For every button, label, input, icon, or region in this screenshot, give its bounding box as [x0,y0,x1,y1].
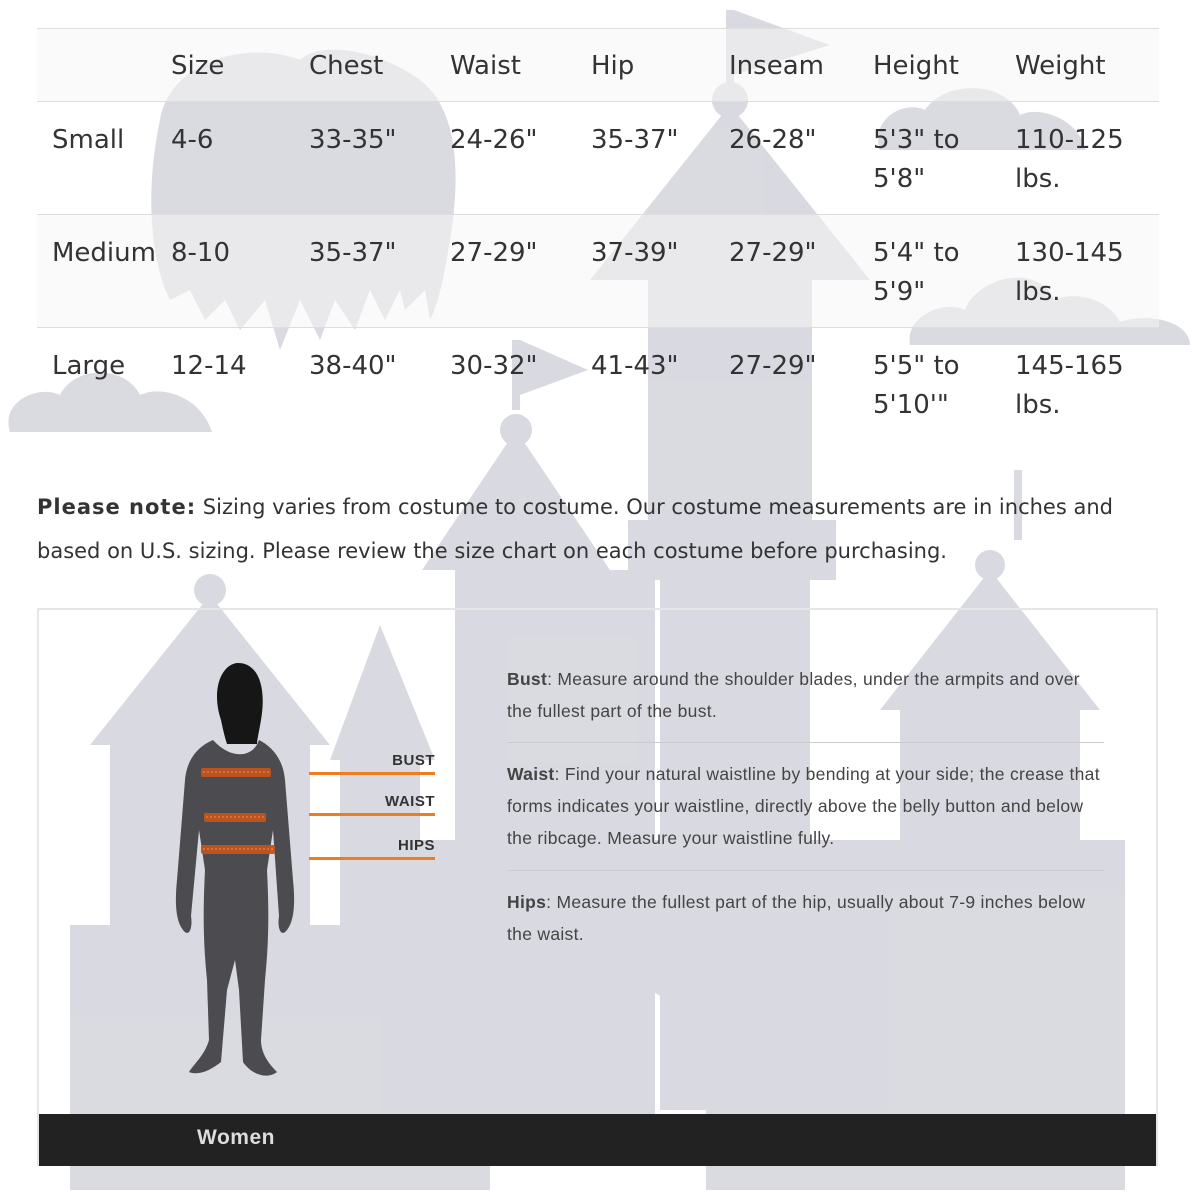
cell-hip: 37-39" [591,238,679,268]
waist-term: Waist [507,764,555,784]
cell-height-line: 5'9" [873,277,926,307]
column-header-size: Size [171,51,225,81]
table-row [37,102,1159,215]
footer-label: Women [197,1126,275,1149]
bust-description: : Measure around the shoulder blades, under the armpits and over the fullest part of the bust. [507,669,1080,721]
cell-size: 12-14 [171,351,247,381]
table-row [37,328,1159,441]
bust-line [309,772,435,775]
table-header-row [37,29,1159,102]
measurement-guide [37,608,1158,1166]
body-figure-icon [169,660,309,1090]
cell-height-line: 5'8" [873,164,926,194]
cell-size: 4-6 [171,125,214,155]
row-label: Medium [52,238,156,268]
cell-chest: 35-37" [309,238,397,268]
cell-height [873,102,1015,215]
cell-height-line: 5'3" to [873,125,960,155]
bust-label: BUST [392,752,435,769]
waist-label: WAIST [385,793,435,810]
guide-footer-bar [39,1114,1156,1166]
waist-description: : Find your natural waistline by bending at your side; the crease that forms indicates your waistline, directly above the belly button and below the ribcage. Measure your waistline fully. [507,764,1100,848]
cell-height-line: 5'10'" [873,390,949,420]
cell-inseam: 27-29" [729,238,817,268]
table-row [37,215,1159,328]
cell-waist: 27-29" [450,238,538,268]
sizing-note-text: Sizing varies from costume to costume. Our costume measurements are in inches and based on U.S. sizing. Please review the size chart on each costume before purchasing. [37,495,1113,563]
column-header-inseam: Inseam [729,51,824,81]
column-header-hip: Hip [591,51,635,81]
cell-weight-line: lbs. [1015,277,1061,307]
cell-height [873,215,1015,328]
cell-hip: 35-37" [591,125,679,155]
cell-size: 8-10 [171,238,231,268]
bust-instruction [507,663,1107,727]
cell-weight-line: 130-145 [1015,238,1124,268]
hips-instruction [507,886,1107,950]
column-header-height: Height [873,51,959,81]
column-header-waist: Waist [450,51,521,81]
cell-weight-line: 145-165 [1015,351,1124,381]
cell-chest: 33-35" [309,125,397,155]
cell-weight-line: 110-125 [1015,125,1124,155]
waist-instruction [507,758,1107,854]
column-header-weight: Weight [1015,51,1106,81]
hips-term: Hips [507,892,547,912]
divider [507,870,1104,871]
bust-term: Bust [507,669,548,689]
cell-waist: 30-32" [450,351,538,381]
cell-weight [1015,328,1159,441]
hips-line [309,857,435,860]
row-label: Large [52,351,126,381]
sizing-note-label: Please note: [37,495,197,519]
hips-label: HIPS [397,837,435,854]
cell-height-line: 5'4" to [873,238,960,268]
waist-line [309,813,435,816]
cell-waist: 24-26" [450,125,538,155]
cell-height [873,328,1015,441]
sizing-note [37,485,1162,573]
cell-height-line: 5'5" to [873,351,960,381]
cell-weight-line: lbs. [1015,390,1061,420]
cell-chest: 38-40" [309,351,397,381]
hips-description: : Measure the fullest part of the hip, usually about 7-9 inches below the waist. [507,892,1086,944]
cell-inseam: 27-29" [729,351,817,381]
cell-weight [1015,215,1159,328]
size-chart-table [37,28,1159,441]
cell-weight-line: lbs. [1015,164,1061,194]
cell-weight [1015,102,1159,215]
column-header [37,29,171,102]
column-header-chest: Chest [309,51,384,81]
cell-hip: 41-43" [591,351,679,381]
cell-inseam: 26-28" [729,125,817,155]
row-label: Small [52,125,125,155]
divider [507,742,1104,743]
